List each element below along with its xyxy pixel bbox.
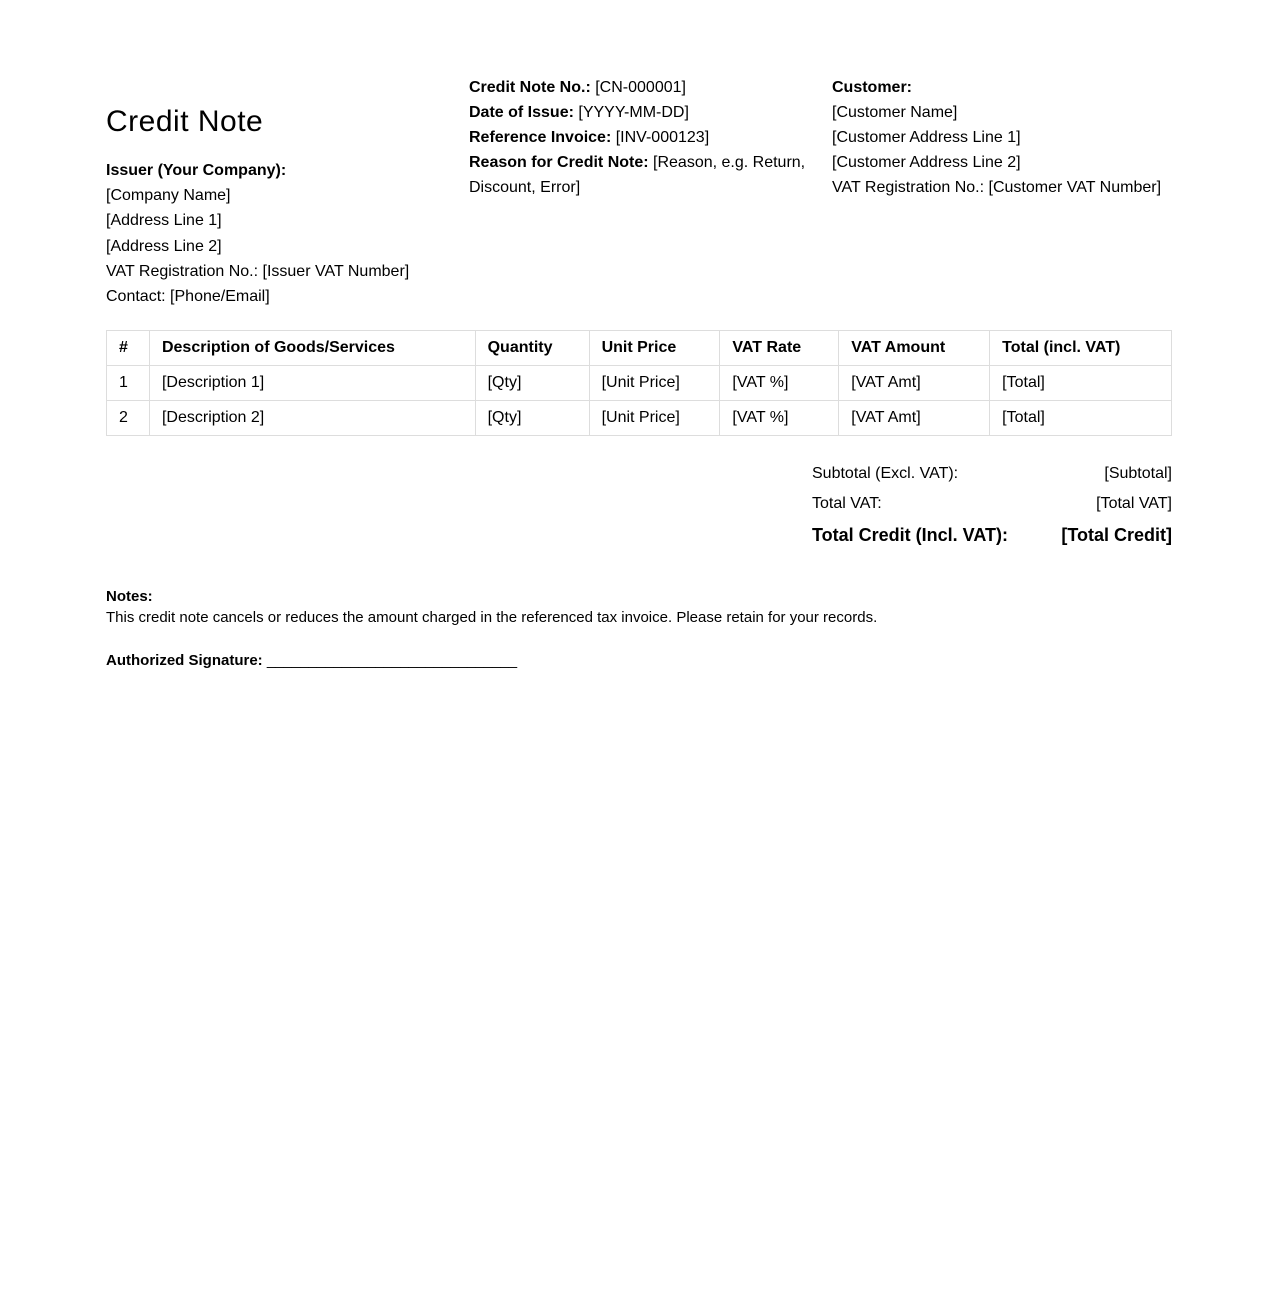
cell-total: [Total] [990,366,1172,401]
issuer-vat-value: [Issuer VAT Number] [262,262,410,280]
customer-vat-line [832,175,1177,200]
credit-note-page [106,0,1172,669]
notes-text: This credit note cancels or reduces the amount charged in the referenced tax invoice. Please retain for your records. [106,609,878,626]
cell-description: [Description 2] [149,401,475,436]
cell-unit-price: [Unit Price] [589,366,720,401]
issuer-contact-value: [Phone/Email] [170,288,270,306]
issuer-block [106,158,466,309]
customer-column [832,75,1177,200]
table-header-row [107,331,1172,366]
header-cell-quantity: Quantity [475,331,589,366]
credit-note-no-value: [CN-000001] [595,79,686,96]
issuer-heading: Issuer (Your Company): [106,162,287,179]
reference-invoice-label: Reference Invoice: [469,129,612,146]
reference-invoice-value: [INV-000123] [615,129,710,146]
customer-vat-value: [Customer VAT Number] [988,179,1162,196]
cell-vat-rate: [VAT %] [720,366,839,401]
line-items-table [106,330,1172,436]
reason-label: Reason for Credit Note: [469,154,649,171]
credit-note-no-line [469,75,814,100]
header-cell-vat-rate: VAT Rate [720,331,839,366]
customer-name: [Customer Name] [832,104,958,121]
header-cell-vat-amount: VAT Amount [839,331,990,366]
total-vat-label: Total VAT: [812,495,882,512]
reason-value: [Reason, e.g. Return, Discount, Error] [469,154,806,196]
total-credit-label: Total Credit (Incl. VAT): [812,525,1008,545]
table-row [107,366,1172,401]
issuer-vat-line [106,259,466,284]
signature-line [106,650,517,671]
header-cell-number: # [107,331,150,366]
total-vat-row [812,492,1172,522]
cell-description: [Description 1] [149,366,475,401]
document-title: Credit Note [106,105,264,138]
issuer-contact-line [106,284,466,309]
issuer-contact-label: Contact: [106,288,166,306]
issuer-address-line-1: [Address Line 1] [106,212,222,230]
cell-vat-rate: [VAT %] [720,401,839,436]
date-of-issue-line [469,100,814,125]
cell-number: 2 [107,401,150,436]
customer-vat-label: VAT Registration No.: [832,179,985,196]
subtotal-row [812,462,1172,492]
issuer-company-name: [Company Name] [106,187,231,205]
header-cell-total: Total (incl. VAT) [990,331,1172,366]
document-header [106,0,1172,320]
totals-block [812,462,1172,553]
notes-section [106,586,1172,628]
table-row [107,401,1172,436]
credit-note-no-label: Credit Note No.: [469,79,591,96]
customer-address-line-1: [Customer Address Line 1] [832,129,1021,146]
cell-number: 1 [107,366,150,401]
signature-blank: ______________________________ [266,652,518,669]
issuer-address-line-2: [Address Line 2] [106,237,222,255]
cell-vat-amount: [VAT Amt] [839,366,990,401]
reference-invoice-line [469,125,814,150]
date-of-issue-value: [YYYY-MM-DD] [578,104,689,121]
issuer-vat-label: VAT Registration No.: [106,262,259,280]
date-of-issue-label: Date of Issue: [469,104,574,121]
cell-vat-amount: [VAT Amt] [839,401,990,436]
customer-heading: Customer: [832,79,913,96]
issuer-column [106,104,466,309]
notes-heading: Notes: [106,588,153,605]
header-cell-unit-price: Unit Price [589,331,720,366]
cell-quantity: [Qty] [475,366,589,401]
header-cell-description: Description of Goods/Services [149,331,475,366]
total-vat-value: [Total VAT] [1096,495,1172,512]
total-credit-value: [Total Credit] [1061,525,1172,545]
subtotal-value: [Subtotal] [1104,465,1172,482]
customer-address-line-2: [Customer Address Line 2] [832,154,1021,171]
reason-line [469,150,814,200]
cell-unit-price: [Unit Price] [589,401,720,436]
cell-total: [Total] [990,401,1172,436]
total-credit-row [812,523,1172,553]
signature-label: Authorized Signature: [106,652,263,669]
cell-quantity: [Qty] [475,401,589,436]
subtotal-label: Subtotal (Excl. VAT): [812,465,959,482]
details-column [469,75,814,200]
